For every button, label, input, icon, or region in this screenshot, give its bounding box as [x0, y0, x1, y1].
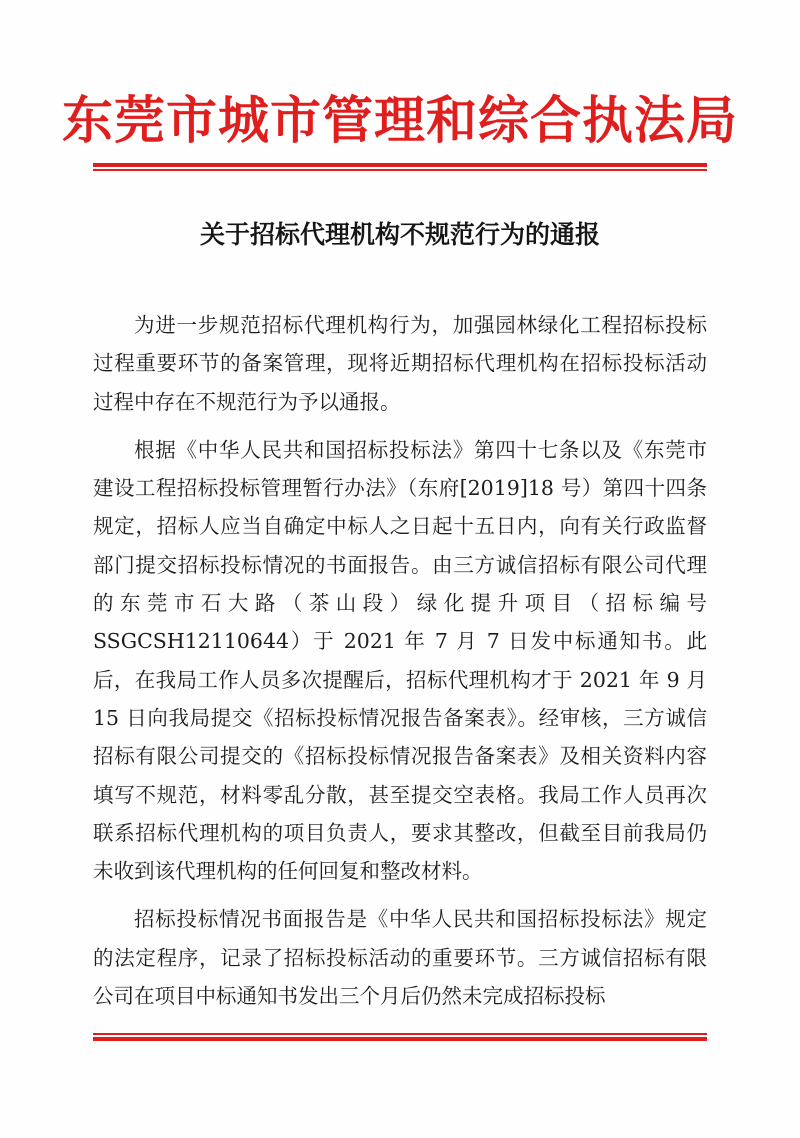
footer-red-rule-thin — [93, 1033, 707, 1035]
body-paragraph-3: 招标投标情况书面报告是《中华人民共和国招标投标法》规定的法定程序，记录了招标投标活动的重要环节。三方诚信招标有限公司在项目中标通知书发出三个月后仍然未完成招标投标 — [93, 907, 707, 1009]
body-paragraph-2: 根据《中华人民共和国招标投标法》第四十七条以及《东莞市建设工程招标投标管理暂行办法》（东府[2019]18 号）第四十四条规定，招标人应当自确定中标人之日起十五日内，向有关行政监督部门提交招标投标情况的书面报告。由三方诚信招标有限公司代理的东莞市石大路（茶山段）绿化提升项目（招标编号SSGCSH12110644）于 2021 年 7 月 7 日发中标通知书。此后，在我局工作人员多次提醒后，招标代理机构才于 2021 年 9 月 15 日向我局提交《招标投标情况报告备案表》。经审核，三方诚信招标有限公司提交的《招标投标情况报告备案表》及相关资料内容填写不规范，材料零乱分散，甚至提交空表格。我局工作人员再次联系招标代理机构的项目负责人，要求其整改，但截至目前我局仍未收到该代理机构的任何回复和整改材料。 — [93, 437, 707, 884]
header-red-rule-thick — [93, 163, 707, 167]
document-body — [93, 306, 707, 1025]
document-title: 关于招标代理机构不规范行为的通报 — [199, 220, 600, 249]
organization-header: 东莞市城市管理和综合执法局 — [61, 91, 738, 151]
header-red-rule-thin — [93, 169, 707, 171]
footer-red-rule-thick — [93, 1037, 707, 1041]
body-paragraph-1: 为进一步规范招标代理机构行为，加强园林绿化工程招标投标过程重要环节的备案管理，现将近期招标代理机构在招标投标活动过程中存在不规范行为予以通报。 — [93, 313, 707, 414]
